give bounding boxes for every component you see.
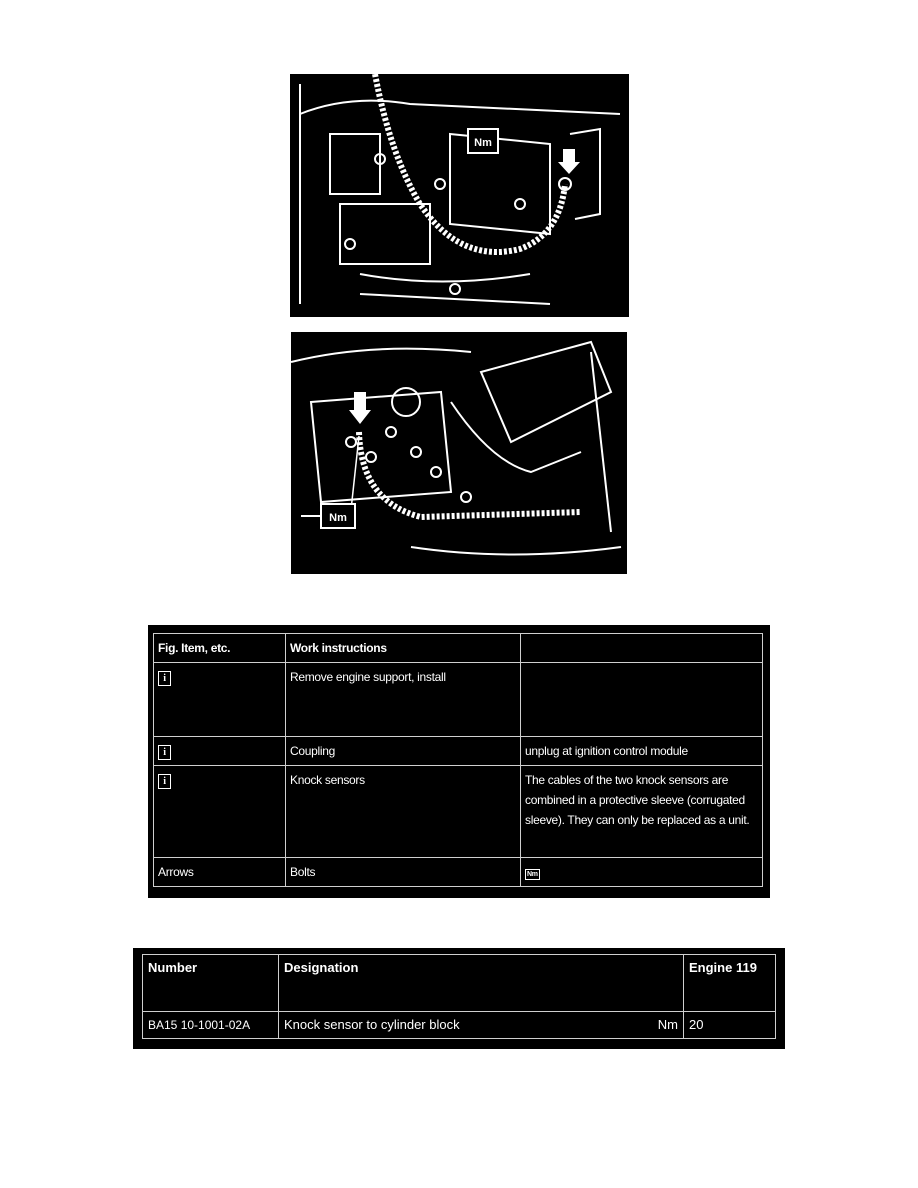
nm-icon: Nm	[527, 871, 538, 878]
engine-illustration-bottom	[291, 332, 627, 574]
header-engine: Engine 119	[684, 955, 776, 1012]
instruction-cell: Remove engine support, install	[286, 663, 521, 737]
engine-diagram-bottom	[291, 332, 627, 574]
torque-specification-table	[133, 948, 785, 1049]
table-header-row	[154, 634, 763, 663]
header-fig-item: Fig. Item, etc.	[154, 634, 286, 663]
unit-label: Nm	[657, 1017, 678, 1032]
engine-diagram-top	[290, 74, 629, 317]
info-icon: i	[158, 774, 171, 789]
table-row	[154, 737, 763, 766]
engine-illustration-top	[290, 74, 629, 317]
note-cell: The cables of the two knock sensors are combined in a protective sleeve (corrugated sleeve). They can only be replaced as a unit.	[521, 766, 763, 858]
instruction-cell: Coupling	[286, 737, 521, 766]
header-notes	[521, 634, 763, 663]
nm-label-bottom: Nm	[329, 512, 347, 524]
header-number: Number	[143, 955, 279, 1012]
table-row	[154, 663, 763, 737]
table-row	[154, 766, 763, 858]
note-cell: unplug at ignition control module	[521, 737, 763, 766]
info-icon: i	[158, 745, 171, 760]
instruction-cell: Knock sensors	[286, 766, 521, 858]
table-row	[154, 858, 763, 887]
table-row	[143, 1012, 776, 1039]
info-icon: i	[158, 671, 171, 686]
torque-value: 20	[684, 1012, 776, 1039]
work-instructions-table	[148, 625, 770, 898]
instruction-cell: Bolts	[286, 858, 521, 887]
nm-label-top: Nm	[474, 137, 492, 149]
note-cell	[521, 663, 763, 737]
table-header-row	[143, 955, 776, 1012]
header-designation: Designation	[279, 955, 684, 1012]
number-cell: BA15 10-1001-02A	[143, 1012, 279, 1039]
item-cell: Arrows	[154, 858, 286, 887]
designation-cell: Knock sensor to cylinder block	[284, 1017, 460, 1032]
header-work-instructions: Work instructions	[286, 634, 521, 663]
